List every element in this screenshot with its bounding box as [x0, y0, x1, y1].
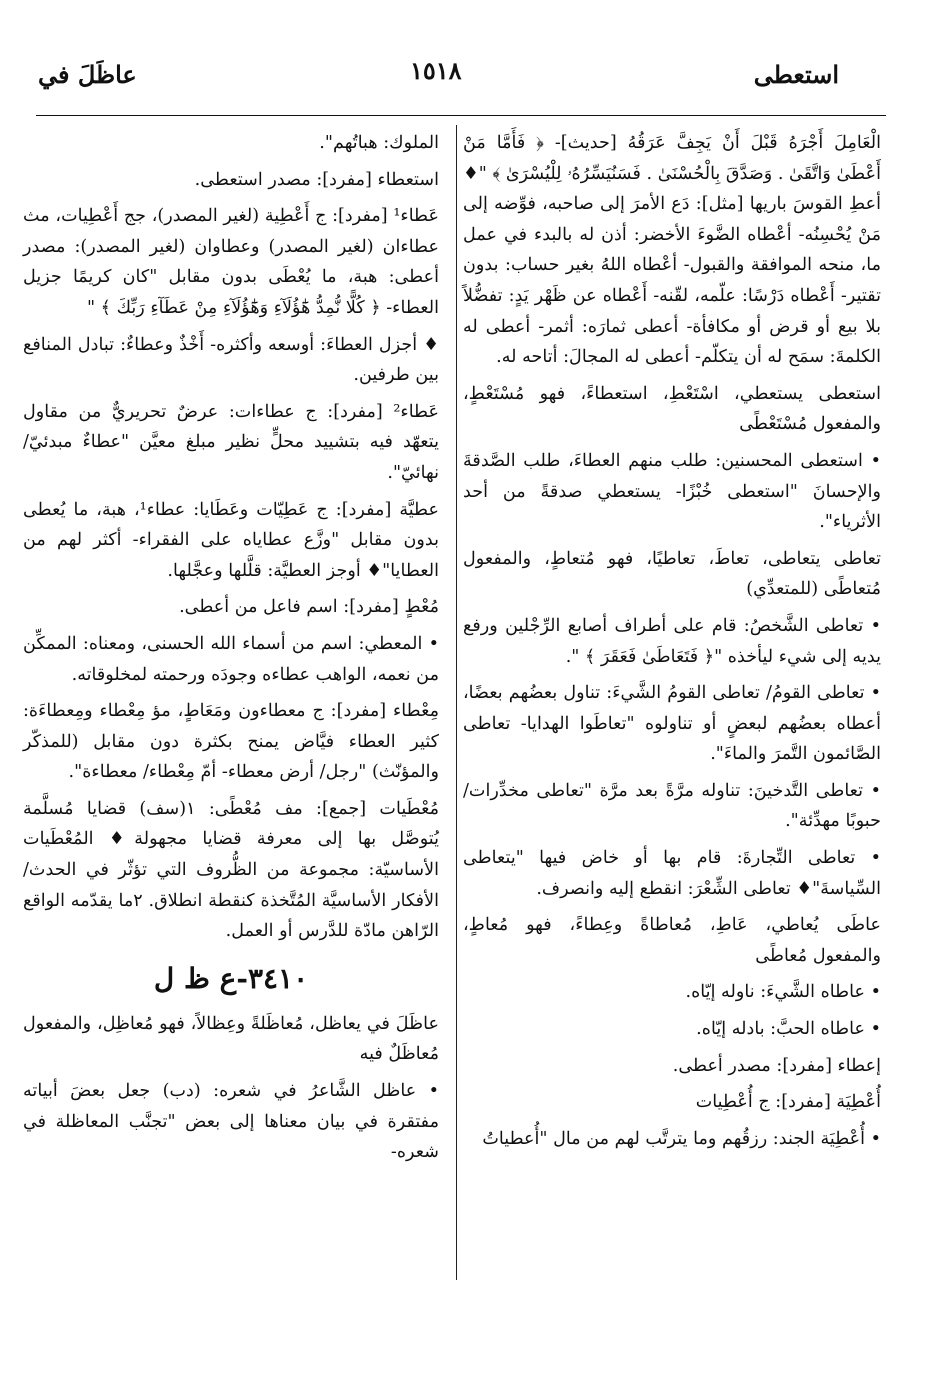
entry-sense: • تعاطى التَّدخينَ: تناوله مرَّةً بعد مرَّة "تعاطى مخدِّرات/ حبوبًا مهدِّئة". [463, 780, 881, 832]
running-head-left: عاظَلَ في [38, 60, 137, 89]
entry-istaata: استعطى يستعطي، اسْتَعْطِ، استعطاءً، فهو مُسْتَعْطٍ، والمفعول مُسْتَعْطًى [463, 383, 881, 435]
entry-sense: • عاظل الشَّاعرُ في شعره: (دب) جعل بعضَ أبياته مفتقرة في بيان معناها إلى بعض "تجنَّب المعاظلة في شعره- [23, 1081, 439, 1163]
entry-sense: ♦ أجزل العطاءَ: أوسعه وأكثره- أَخْذٌ وعطاءٌ: تبادل المنافع بين طرفين. [23, 334, 439, 386]
entry-sense: • المعطي: اسم من أسماء الله الحسنى، ومعناه: الممكِّن من نعمه، الواهب عطاءه وجودَه ورحمته لمخلوقاته. [23, 633, 439, 685]
entry-sense: • عاطاه الشَّيءَ: ناوله إيّاه. [685, 982, 881, 1003]
entry-ataa-1: عَطاء¹ [مفرد]: ج أَعْطِية (لغير المصدر)، جج أَعْطِيات، مث عطاءان (لغير المصدر) وعطاوان (لغير المصدر): مصدر أعطى: هبة، ما يُعْطَى بدون مقابل "كان كريمًا جزيل العطاء- ﴿ كُلًّا نُّمِدُّ هَٰٓؤُلَآءِ وَهَٰٓؤُلَآءِ مِنْ عَطَآءِ رَبِّكَ ﴾ " [23, 206, 439, 318]
entry-utiya: أُعْطِيَة [مفرد]: ج أُعْطِيات [695, 1092, 881, 1113]
entry-sense: • تعاطى التِّجارةَ: قام بها أو خاض فيها "يتعاطى السِّياسةَ"♦ تعاطى الشِّعْرَ: انقطع إليه وانصرف. [463, 848, 881, 899]
entry-muti: مُعْطٍ [مفرد]: اسم فاعل من أعطى. [179, 597, 439, 618]
entry-continuation: الملوك: هباتُهم". [319, 133, 439, 153]
entry-sense: • عاطاه الحبَّ: بادله إيّاه. [696, 1019, 881, 1040]
running-head-right: استعطى [753, 60, 839, 89]
entry-mutayat: مُعْطَيات [جمع]: مف مُعْطًى: ١(سف) قضايا مُسلَّمة يُتوصَّل بها إلى معرفة قضايا مجهولة♦ المُعْطَيات الأساسيّة: مجموعة من الظُّروف التي تؤثّر في الحدث/ الأفكار الأساسيَّة المُتَّخذة كنقطة انطلاق. ٢ما يقدّمه الواقع الرّاهن مادّة للدَّرس أو العمل. [23, 798, 439, 942]
page-number: ١٥١٨ [410, 56, 462, 85]
entry-ataa-2: عَطاء² [مفرد]: ج عطاءات: عرضٌ تحريريٌّ من مقاول يتعهّد فيه بتشييد محلٍّ نظير مبلغ معيَّن "عطاءٌ مبدئيّ/ نهائيّ". [23, 401, 439, 483]
entry-istiaa: استعطاء [مفرد]: مصدر استعطى. [194, 169, 439, 190]
entry-taata: تعاطى يتعاطى، تعاطَ، تعاطيًا، فهو مُتعاطٍ، والمفعول مُتعاطًى (للمتعدِّي) [463, 548, 881, 600]
entry-continuation: الْعَامِلَ أَجْرَهُ قَبْلَ أَنْ يَجِفَّ عَرَقُهُ [حديث]- ﴿ فَأَمَّا مَنْ أَعْطَىٰ وَاتَّقَىٰ . وَصَدَّقَ بِالْحُسْنَىٰ . فَسَنُيَسِّرُهُۥ لِلْيُسْرَىٰ ﴾ "♦ أعطِ القوسَ باريها [مثل]: دَع الأمرَ إلى صاحبه، فوِّضه إلى مَنْ يُحْسِنُه- أعْطاه الضَّوءَ الأخضر: أذن له بالبدء في عمل ما، منحه الموافقة والقبول- أعْطاه اللهُ بغير حساب: بدون تقتير- أَعْطاه دَرْسًا: علّمه، لقّنه- أَعْطاه عن ظَهْر يَدٍ: تفضُّلاً بلا بيع أو قرض أو مكافأة- أعطى ثمارَه: أثمر- أعطى له الكلمةَ: سمَح له أن يتكلّم- أعطى له المجالَ: أتاحه له. [463, 133, 881, 368]
entry-itaa: إعطاء [مفرد]: مصدر أعطى. [672, 1055, 881, 1076]
entry-aazala: عاظَلَ في يعاظل، مُعاظَلةً وعِظالاً، فهو مُعاظِل، والمفعول مُعاظَلٌ فيه [23, 1013, 439, 1065]
entry-sense: • أُعْطِيَة الجند: رزقُهم وما يترتَّب لهم من مال "أُعطياتُ [482, 1128, 881, 1149]
header-rule [36, 115, 886, 116]
root-heading: ٣٤١٠-ع ظ ل [153, 961, 309, 995]
entry-sense: • تعاطى القومُ/ تعاطى القومُ الشَّيءَ: تناول بعضُهم بعضًا، أعطاه بعضُهم لبعضٍ أو تناولوه "تعاطَوا الهدايا- تعاطى الصَّائمون التَّمرَ والماءَ". [463, 683, 881, 765]
column-divider [456, 125, 457, 1280]
entry-aata: عاطَى يُعاطي، عَاطِ، مُعاطاةً وعِطاءً، فهو مُعاطٍ، والمفعول مُعاطًى [463, 915, 881, 966]
entry-mitaa: مِعْطاء [مفرد]: ج معطاءون ومَعَاطٍ، مؤ مِعْطاء ومِعطاءَة: كثير العطاء فيَّاض يمنح بكثرة دون مقابل (للمذكّر والمؤنّث) "رجل/ أرض معطاء- أمّ مِعْطاء/ معطاءة". [23, 701, 439, 783]
right-column [463, 128, 881, 1160]
entry-sense: • تعاطى الشَّخصُ: قام على أطراف أصابع الرِّجْلين ورفع يديه إلى شيء ليأخذه "﴿ فَتَعَاطَىٰ فَعَقَرَ ﴾ ". [463, 615, 881, 667]
left-column [23, 128, 439, 1174]
entry-atiyya: عطيَّة [مفرد]: ج عَطِيّات وعَطَايا: عطاء¹، هبة، ما يُعطى بدون مقابل "وزَّع عطاياه على الفقراء- أكثر لهم من العطايا"♦ أوجز العطيَّة: قلَّلها وعجَّلها. [23, 499, 439, 581]
entry-sense: • استعطى المحسنين: طلب منهم العطاءَ، طلب الصَّدقةَ والإحسانَ "استعطى خُبْزًا- يستعطي صدقةً من أحد الأثرياء". [463, 450, 881, 533]
